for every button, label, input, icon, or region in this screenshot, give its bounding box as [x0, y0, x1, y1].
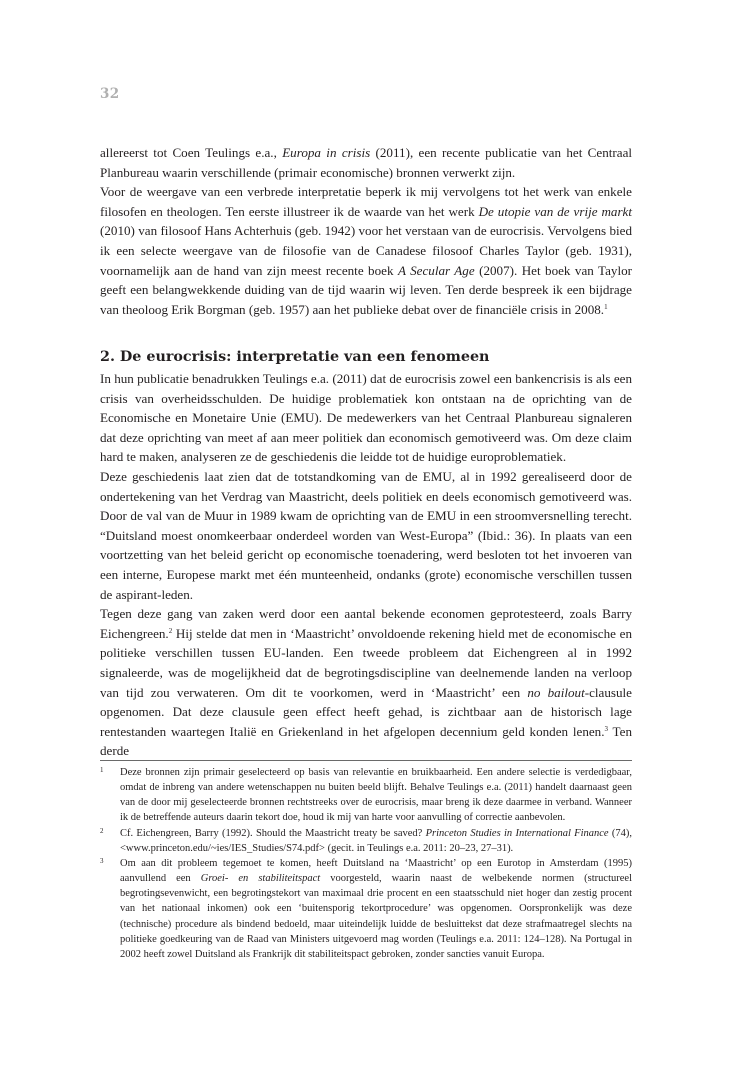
paragraph: [100, 467, 632, 604]
footnote-text: [120, 767, 632, 823]
text-run: Om aan dit probleem tegemoet te komen, heeft Duitsland na ‘Maastricht’ op een Eurotop in Amsterdam (1995) aanvullend een: [120, 857, 632, 885]
paragraph: [100, 369, 632, 467]
footnote-text: [120, 858, 632, 960]
footnotes: [100, 765, 632, 962]
italic-text: Princeton Studies in International Finance: [425, 827, 609, 839]
paragraph: [100, 604, 632, 761]
italic-text: no bailout: [527, 684, 585, 700]
footnote: [100, 856, 632, 962]
italic-text: Groei- en stabiliteitspact: [200, 873, 321, 885]
italic-text: Europa in crisis: [282, 145, 371, 160]
text-run: Cf. Eichengreen, Barry (1992). Should the Maastricht treaty be saved?: [120, 827, 426, 839]
text-run: (2011), een recente publicatie van het Centraal Planbureau waarin verschillende (primair economische) bronnen verwerkt zijn.: [100, 145, 633, 180]
footnote-divider: [100, 760, 632, 761]
footnote-ref: 2: [168, 626, 173, 635]
footnote: [100, 826, 632, 856]
text-run: Voor de weergave van een verbrede interpretatie beperk ik mij vervolgens tot het werk van enkele filosofen en theologen. Ten eerste illustreer ik de waarde van het werk: [100, 184, 632, 219]
section-heading: 2. De eurocrisis: interpretatie van een fenomeen: [100, 349, 490, 365]
page-number: 32: [100, 86, 120, 102]
footnote-text: [120, 828, 632, 854]
footnote: [100, 765, 632, 826]
text-run: -clausule opgenomen. Dat deze clausule geen effect heeft gehad, is zichtbaar aan de historisch lage rentestanden waartegen Italië en Griekenland in het afgelopen decennium geld konden lenen.: [100, 684, 632, 739]
paragraph: [100, 182, 632, 319]
text-run: allereerst tot Coen Teulings e.a.,: [100, 145, 283, 160]
text-run: Ten derde: [100, 723, 633, 759]
footnote-number: 2: [100, 826, 104, 835]
text-run: voorgesteld, waarin naast de welbekende normen (structureel begrotingsevenwicht, een begrotingstekort van maximaal drie procent en een staatsschuld niet hoger dan zestig procent van het nationaal inkomen) ook een ‘buitensporig tekortprocedure’ was opgenomen. Oorspronkelijk was deze (technische) procedure als bindend bedoeld, maar uiteindelijk luidde de besluittekst dat deze strafmaatregel slechts na politieke goedkeuring van de Raad van Ministers uitgevoerd mag worden (Teulings e.a. 2011: 124–128). Na Portugal in 2002 heeft zowel Duitsland als Frankrijk dit stabiliteitspact gebroken, zonder sancties vanuit Europa.: [120, 873, 632, 960]
text-run: Deze bronnen zijn primair geselecteerd op basis van relevantie en bruikbaarheid. Een andere selectie is verdedigbaar, omdat de inbreng van andere wetenschappen nu buiten beeld blijft. Behalve Teulings e.a. (2011) handelt daarnaast geen van de door mij geselecteerde bronnen rechtstreeks over de eurocrisis, maar breng ik deze daarmee in verband. Wanneer ik de betreffende auteurs daarin tekort doe, houd ik mij van harte voor aanvulling of correctie aanbevolen.: [120, 767, 632, 824]
text-run: (74), <www.princeton.edu/~ies/IES_Studies/S74.pdf> (gecit. in Teulings e.a. 2011: 20–23, 27–31).: [120, 827, 632, 854]
text-run: Hij stelde dat men in ‘Maastricht’ onvoldoende rekening hield met de economische en politieke verschillen tussen EU-landen. Een tweede probleem dat Eichengreen al in 1992 signaleerde, was de mogelijkheid dat de begrotingsdiscipline van deelnemende landen na verloop van tijd zou verwateren. Om dit te voorkomen, werd in ‘Maastricht’ een: [100, 625, 632, 700]
italic-text: De utopie van de vrije markt: [478, 203, 632, 219]
footnote-number: 1: [100, 766, 104, 774]
text-run: Tegen deze gang van zaken werd door een aantal bekende economen geprotesteerd, zoals Barry Eichengreen.: [100, 606, 632, 641]
footnote-number: 3: [100, 856, 104, 865]
intro-text: [100, 143, 632, 319]
footnote-ref: 1: [604, 302, 608, 311]
text-run: Deze geschiedenis laat zien dat de totstandkoming van de EMU, al in 1992 gerealiseerd door de ondertekening van het Verdrag van Maastricht, deels politiek en deels economisch gemotiveerd was. Door de val van de Muur in 1989 kwam de oprichting van de EMU in een stroomversnelling terecht. “Duitsland moest onomkeerbaar onderdeel worden van West-Europa” (Ibid.: 36). In plaats van een voortzetting van het beleid gericht op economische toenadering, werd besloten tot het invoeren van een interne, Europese markt met één munteenheid, ondanks (grote) economische verschillen tussen de aspirant-leden.: [100, 468, 632, 602]
paragraph: [100, 143, 632, 182]
text-run: (2007). Het boek van Taylor geeft een belangwekkende duiding van de tijd waarin wij leven. Ten derde bespreek ik een bijdrage van theoloog Erik Borgman (geb. 1957) aan het publieke debat over de financiële crisis in 2008.: [100, 262, 632, 317]
footnote-ref: 3: [604, 724, 609, 733]
text-run: In hun publicatie benadrukken Teulings e.a. (2011) dat de eurocrisis zowel een bankencrisis is als een crisis van overheidsschulden. De huidige problematiek kon ontstaan na de oprichting van de Economische en Monetaire Unie (EMU). De medewerkers van het Centraal Planbureau signaleren dat deze oprichting van meet af aan meer politiek dan economisch gemotiveerd was. Om deze claim hard te maken, analyseren ze de geschiedenis die leidde tot de huidige europroblematiek.: [100, 371, 632, 465]
text-run: (2010) van filosoof Hans Achterhuis (geb. 1942) voor het verstaan van de eurocrisis. Vervolgens bied ik een selecte weergave van de filosofie van de Canadese filosoof Charles Taylor (geb. 1931), voornamelijk aan de hand van zijn meest recente boek: [100, 223, 632, 278]
italic-text: A Secular Age: [397, 262, 475, 278]
section-body-text: [100, 369, 632, 761]
